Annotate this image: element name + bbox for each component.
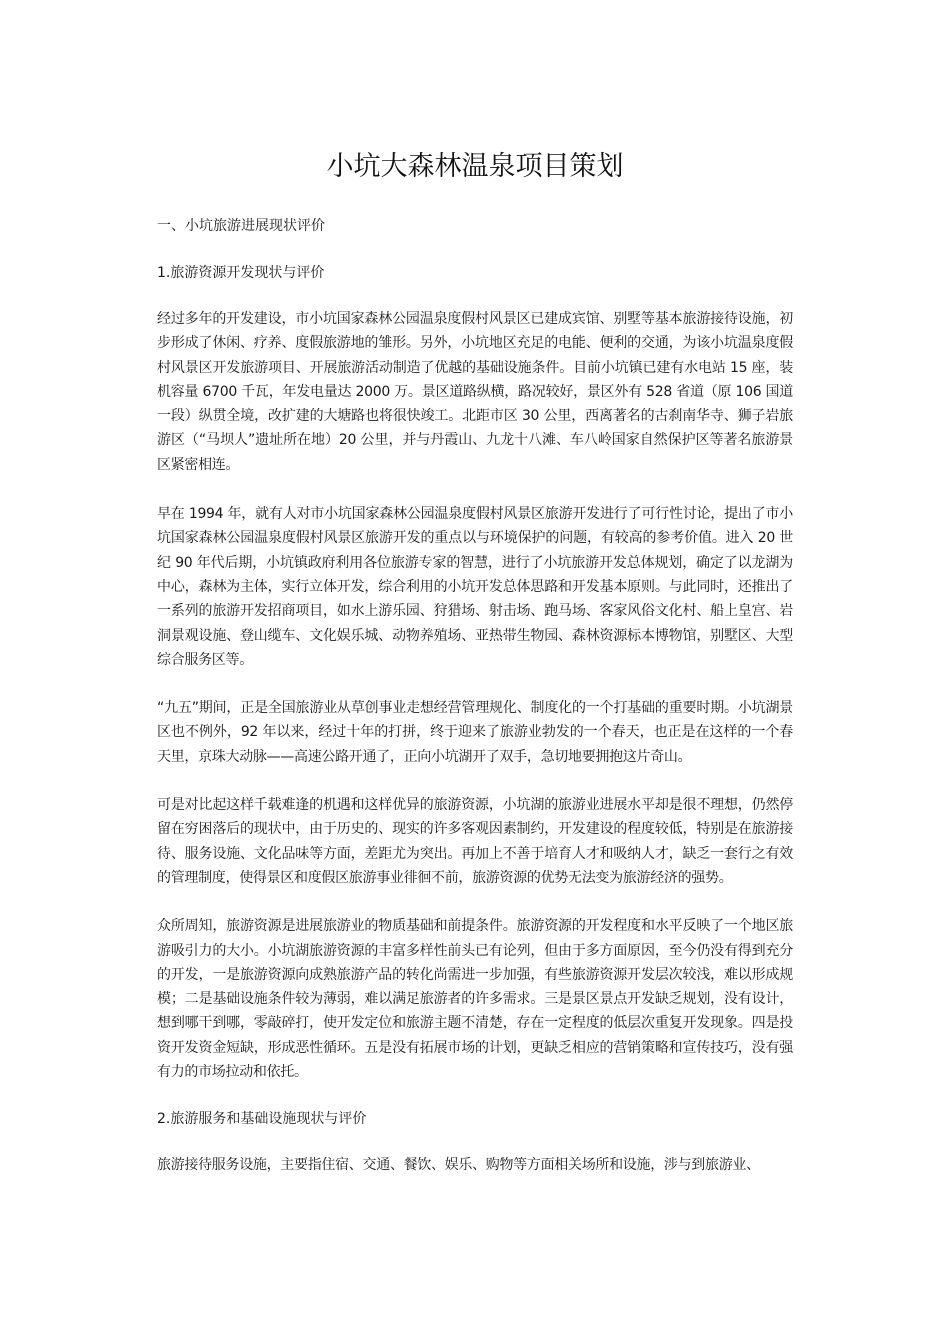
document-body: [157, 214, 793, 1178]
paragraph-6: 旅游接待服务设施，主要指住宿、交通、餐饮、娱乐、购物等方面相关场所和设施，涉与到旅游业、: [157, 1157, 760, 1174]
paragraph-2: 早在 1994 年，就有人对市小坑国家森林公园温泉度假村风景区旅游开发进行了可行性讨论，提出了市小坑国家森林公园温泉度假村风景区旅游开发的重点以与环境保护的问题，有较高的参考价值。进入 20 世纪 90 年代后期，小坑镇政府利用各位旅游专家的智慧，进行了小坑旅游开发总体规划，确定了以龙湖为中心，森林为主体，实行立体开发，综合利用的小坑开发总体思路和开发基本原则。与此同时，还推出了一系列的旅游开发招商项目，如水上游乐园、狩猎场、射击场、跑马场、客家风俗文化村、船上皇宫、岩洞景观设施、登山缆车、文化娱乐城、动物养殖场、亚热带生物园、森林资源标本博物馆，别墅区、大型综合服务区等。: [157, 506, 793, 668]
paragraph-4: 可是对比起这样千载难逢的机遇和这样优异的旅游资源，小坑湖的旅游业进展水平却是很不理想，仍然停留在穷困落后的现状中，由于历史的、现实的许多客观因素制约，开发建设的程度较低，特别是在旅游接待、服务设施、文化品味等方面，差距尤为突出。再加上不善于培育人才和吸纳人才，缺乏一套行之有效的管理制度，使得景区和度假区旅游事业徘徊不前，旅游资源的优势无法变为旅游经济的强势。: [157, 797, 793, 886]
subsection-heading-1: 1.旅游资源开发现状与评价: [157, 265, 325, 281]
subsection-heading-2: 2.旅游服务和基础设施现状与评价: [157, 1111, 367, 1128]
paragraph-3: “九五”期间，正是全国旅游业从草创事业走想经营管理规化、制度化的一个打基础的重要时期。小坑湖景区也不例外，92 年以来，经过十年的打拼，终于迎来了旅游业勃发的一个春天，也正是在这样的一个春天里，京珠大动脉——高速公路开通了，正向小坑湖开了双手，急切地要拥抱这片奇山。: [157, 700, 793, 765]
section-heading: 一、小坑旅游进展现状评价: [157, 218, 325, 234]
paragraph-1: 经过多年的开发建设，市小坑国家森林公园温泉度假村风景区已建成宾馆、别墅等基本旅游接待设施，初步形成了休闲、疗养、度假旅游地的雏形。另外，小坑地区充足的电能、便利的交通，为该小坑温泉度假村风景区开发旅游项目、开展旅游活动制造了优越的基础设施条件。目前小坑镇已建有水电站 15 座，装机容量 6700 千瓦，年发电量达 2000 万。景区道路纵横，路况较好，景区外有 528 省道（原 106 国道一段）纵贯全境，改扩建的大塘路也将很快竣工。北距市区 30 公里，西离著名的古刹南华寺、狮子岩旅游区（“马坝人”遗址所在地）20 公里，并与丹霞山、九龙十八滩、车八岭国家自然保护区等著名旅游景区紧密相连。: [157, 311, 793, 473]
document-title: 小坑大森林温泉项目策划: [326, 151, 624, 182]
paragraph-5: 众所周知，旅游资源是进展旅游业的物质基础和前提条件。旅游资源的开发程度和水平反映了一个地区旅游吸引力的大小。小坑湖旅游资源的丰富多样性前头已有论列，但由于多方面原因，至今仍没有得到充分的开发，一是旅游资源向成熟旅游产品的转化尚需进一步加强，有些旅游资源开发层次较浅，难以形成规模；二是基础设施条件较为薄弱，难以满足旅游者的许多需求。三是景区景点开发缺乏规划，没有设计，想到哪干到哪，零敲碎打，使开发定位和旅游主题不清楚，存在一定程度的低层次重复开发现象。四是投资开发资金短缺，形成恶性循环。五是没有拓展市场的计划，更缺乏相应的营销策略和宣传技巧，没有强有力的市场拉动和依托。: [157, 918, 793, 1081]
